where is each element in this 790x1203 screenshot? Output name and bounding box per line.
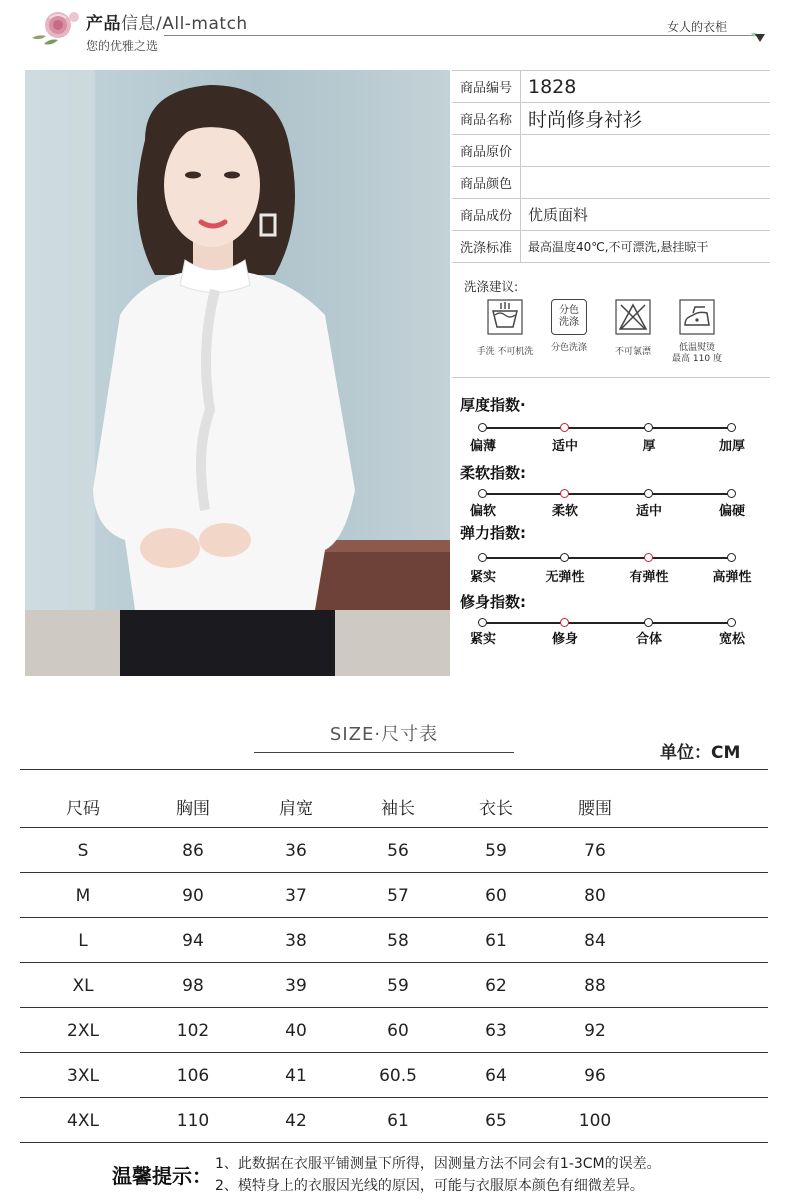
wash-label: 不可氯漂 (614, 347, 651, 357)
size-cell: 63 (485, 1021, 507, 1041)
header-title-bold: 产品 (86, 14, 121, 34)
size-header-cell: 胸围 (176, 799, 210, 819)
index-option-label: 适中 (551, 439, 579, 454)
hand-wash-icon (487, 299, 523, 335)
index-option-label: 有弹性 (629, 570, 669, 585)
size-cell: 59 (387, 976, 409, 996)
size-cell: 58 (387, 931, 409, 951)
wash-item (472, 299, 538, 358)
header-subtitle: 您的优雅之选 (86, 39, 159, 53)
size-cell: 88 (584, 976, 606, 996)
index-option-label: 偏硬 (718, 504, 746, 519)
spec-value: 1828 (528, 75, 577, 98)
index-dot (727, 423, 736, 432)
size-title-underline (254, 752, 514, 753)
index-option-label: 合体 (635, 632, 663, 647)
spec-label: 洗涤标准 (452, 231, 521, 262)
index-dot (560, 553, 569, 562)
spec-label: 商品颜色 (452, 167, 521, 198)
wash-item (664, 299, 730, 365)
size-cell: 96 (584, 1066, 606, 1086)
size-cell: XL (72, 976, 94, 996)
index-dot-selected (560, 618, 569, 627)
index-option-label: 无弹性 (545, 570, 585, 585)
index-option-label: 高弹性 (712, 570, 752, 585)
header-brand: 女人的衣柜 (667, 20, 728, 34)
index-option-label: 适中 (635, 504, 663, 519)
size-cell: 60 (387, 1021, 409, 1041)
index-option-label: 修身 (551, 632, 579, 647)
spec-value: 时尚修身衬衫 (528, 109, 643, 131)
size-header-cell: 肩宽 (279, 799, 313, 819)
fabric-indices (452, 380, 770, 676)
index-dot (478, 489, 487, 498)
spec-row (452, 199, 770, 231)
size-table-row (20, 918, 768, 963)
size-cell: 92 (584, 1021, 606, 1041)
size-cell: 59 (485, 841, 507, 861)
no-bleach-icon (615, 299, 651, 335)
tips-text (215, 1153, 661, 1197)
spec-row (452, 231, 770, 263)
size-cell: 60.5 (379, 1066, 417, 1086)
index-option-label: 偏薄 (469, 439, 497, 454)
size-cell: 40 (285, 1021, 307, 1041)
size-table-row (20, 1053, 768, 1098)
size-cell: 2XL (67, 1021, 99, 1041)
index-option-label: 宽松 (718, 632, 746, 647)
size-table-row (20, 1008, 768, 1053)
spec-label: 商品编号 (452, 71, 521, 102)
size-cell: 42 (285, 1111, 307, 1131)
spec-label: 商品名称 (452, 103, 521, 134)
size-header-cell: 腰围 (578, 799, 612, 819)
size-cell: 4XL (67, 1111, 99, 1131)
wash-item (600, 299, 666, 358)
size-header-cell: 尺码 (66, 799, 100, 819)
index-scale-line (483, 493, 732, 495)
index-dot-selected (560, 489, 569, 498)
size-table-row (20, 873, 768, 918)
size-cell: 3XL (67, 1066, 99, 1086)
index-option-label: 厚 (642, 439, 656, 454)
size-cell: 60 (485, 886, 507, 906)
tip-line: 1、此数据在衣服平铺测量下所得，因测量方法不同会有1-3CM的误差。 (215, 1156, 661, 1172)
size-cell: S (77, 841, 89, 861)
header-title-rest: 信息/All-match (121, 14, 248, 34)
header-rule (164, 35, 764, 36)
size-cell: 38 (285, 931, 307, 951)
spec-row (452, 103, 770, 135)
size-cell: M (75, 886, 91, 906)
size-cell: 61 (485, 931, 507, 951)
size-cell: 84 (584, 931, 606, 951)
header-title (86, 9, 248, 34)
tips-title: 温馨提示： (112, 1164, 212, 1188)
spec-value: 最高温度40℃,不可漂洗,悬挂晾干 (528, 240, 709, 254)
size-cell: 100 (578, 1111, 612, 1131)
softness-index-title: 柔软指数: (460, 464, 526, 482)
triangle-down-icon (750, 30, 766, 44)
wash-label: 分色洗涤 (550, 343, 587, 353)
spec-row (452, 167, 770, 199)
wash-label: 手洗 不可机洗 (476, 347, 534, 357)
size-cell: 57 (387, 886, 409, 906)
model-photo (25, 70, 450, 676)
wash-section (452, 265, 770, 378)
color-separate-icon: 分色 洗涤 (551, 299, 587, 335)
size-cell: 86 (182, 841, 204, 861)
spec-row (452, 70, 770, 103)
size-cell: 80 (584, 886, 606, 906)
index-option-label: 紧实 (469, 570, 497, 585)
thickness-index-title: 厚度指数· (460, 396, 526, 414)
size-cell: 102 (176, 1021, 210, 1041)
size-header-cell: 袖长 (381, 799, 415, 819)
size-table-row (20, 1098, 768, 1143)
size-cell: 110 (176, 1111, 210, 1131)
size-cell: 65 (485, 1111, 507, 1131)
wash-item (536, 299, 602, 354)
index-dot (478, 553, 487, 562)
size-header-cell: 衣长 (479, 799, 513, 819)
index-dot (644, 423, 653, 432)
size-cell: 36 (285, 841, 307, 861)
index-dot (644, 618, 653, 627)
index-dot (727, 489, 736, 498)
index-option-label: 偏软 (469, 504, 497, 519)
index-scale-line (483, 622, 732, 624)
index-dot (727, 618, 736, 627)
size-cell: 106 (176, 1066, 210, 1086)
size-cell: 94 (182, 931, 204, 951)
size-cell: 37 (285, 886, 307, 906)
size-cell: 41 (285, 1066, 307, 1086)
elasticity-index-title: 弹力指数: (460, 524, 526, 542)
low-iron-icon (679, 299, 715, 335)
size-table-row (20, 963, 768, 1008)
spec-label: 商品成份 (452, 199, 521, 230)
index-dot-selected (644, 553, 653, 562)
wash-label: 低温熨烫 最高 110 度 (672, 343, 722, 364)
wash-title: 洗涤建议: (464, 279, 519, 294)
fit-index-title: 修身指数: (460, 593, 526, 611)
index-dot-selected (560, 423, 569, 432)
size-chart-title: SIZE·尺寸表 (329, 724, 439, 745)
size-cell: 61 (387, 1111, 409, 1131)
spec-label: 商品原价 (452, 135, 521, 166)
index-dot (727, 553, 736, 562)
index-option-label: 加厚 (718, 439, 746, 454)
size-cell: 76 (584, 841, 606, 861)
index-option-label: 紧实 (469, 632, 497, 647)
index-scale-line (483, 427, 732, 429)
spec-value: 优质面料 (528, 206, 589, 224)
index-dot (478, 618, 487, 627)
spec-row (452, 135, 770, 167)
tip-line: 2、模特身上的衣服因光线的原因，可能与衣服原本颜色有细微差异。 (215, 1178, 644, 1194)
size-cell: 39 (285, 976, 307, 996)
size-cell: 90 (182, 886, 204, 906)
size-cell: 56 (387, 841, 409, 861)
size-table-header (20, 769, 768, 828)
spec-table (452, 70, 770, 263)
size-cell: L (78, 931, 88, 951)
size-cell: 98 (182, 976, 204, 996)
size-table-row (20, 828, 768, 873)
index-dot (478, 423, 487, 432)
index-dot (644, 489, 653, 498)
size-unit-label: 单位：CM (660, 743, 741, 763)
size-cell: 64 (485, 1066, 507, 1086)
size-cell: 62 (485, 976, 507, 996)
index-scale-line (483, 557, 732, 559)
flower-logo-icon (28, 8, 82, 48)
index-option-label: 柔软 (551, 504, 579, 519)
size-table (20, 769, 768, 1143)
